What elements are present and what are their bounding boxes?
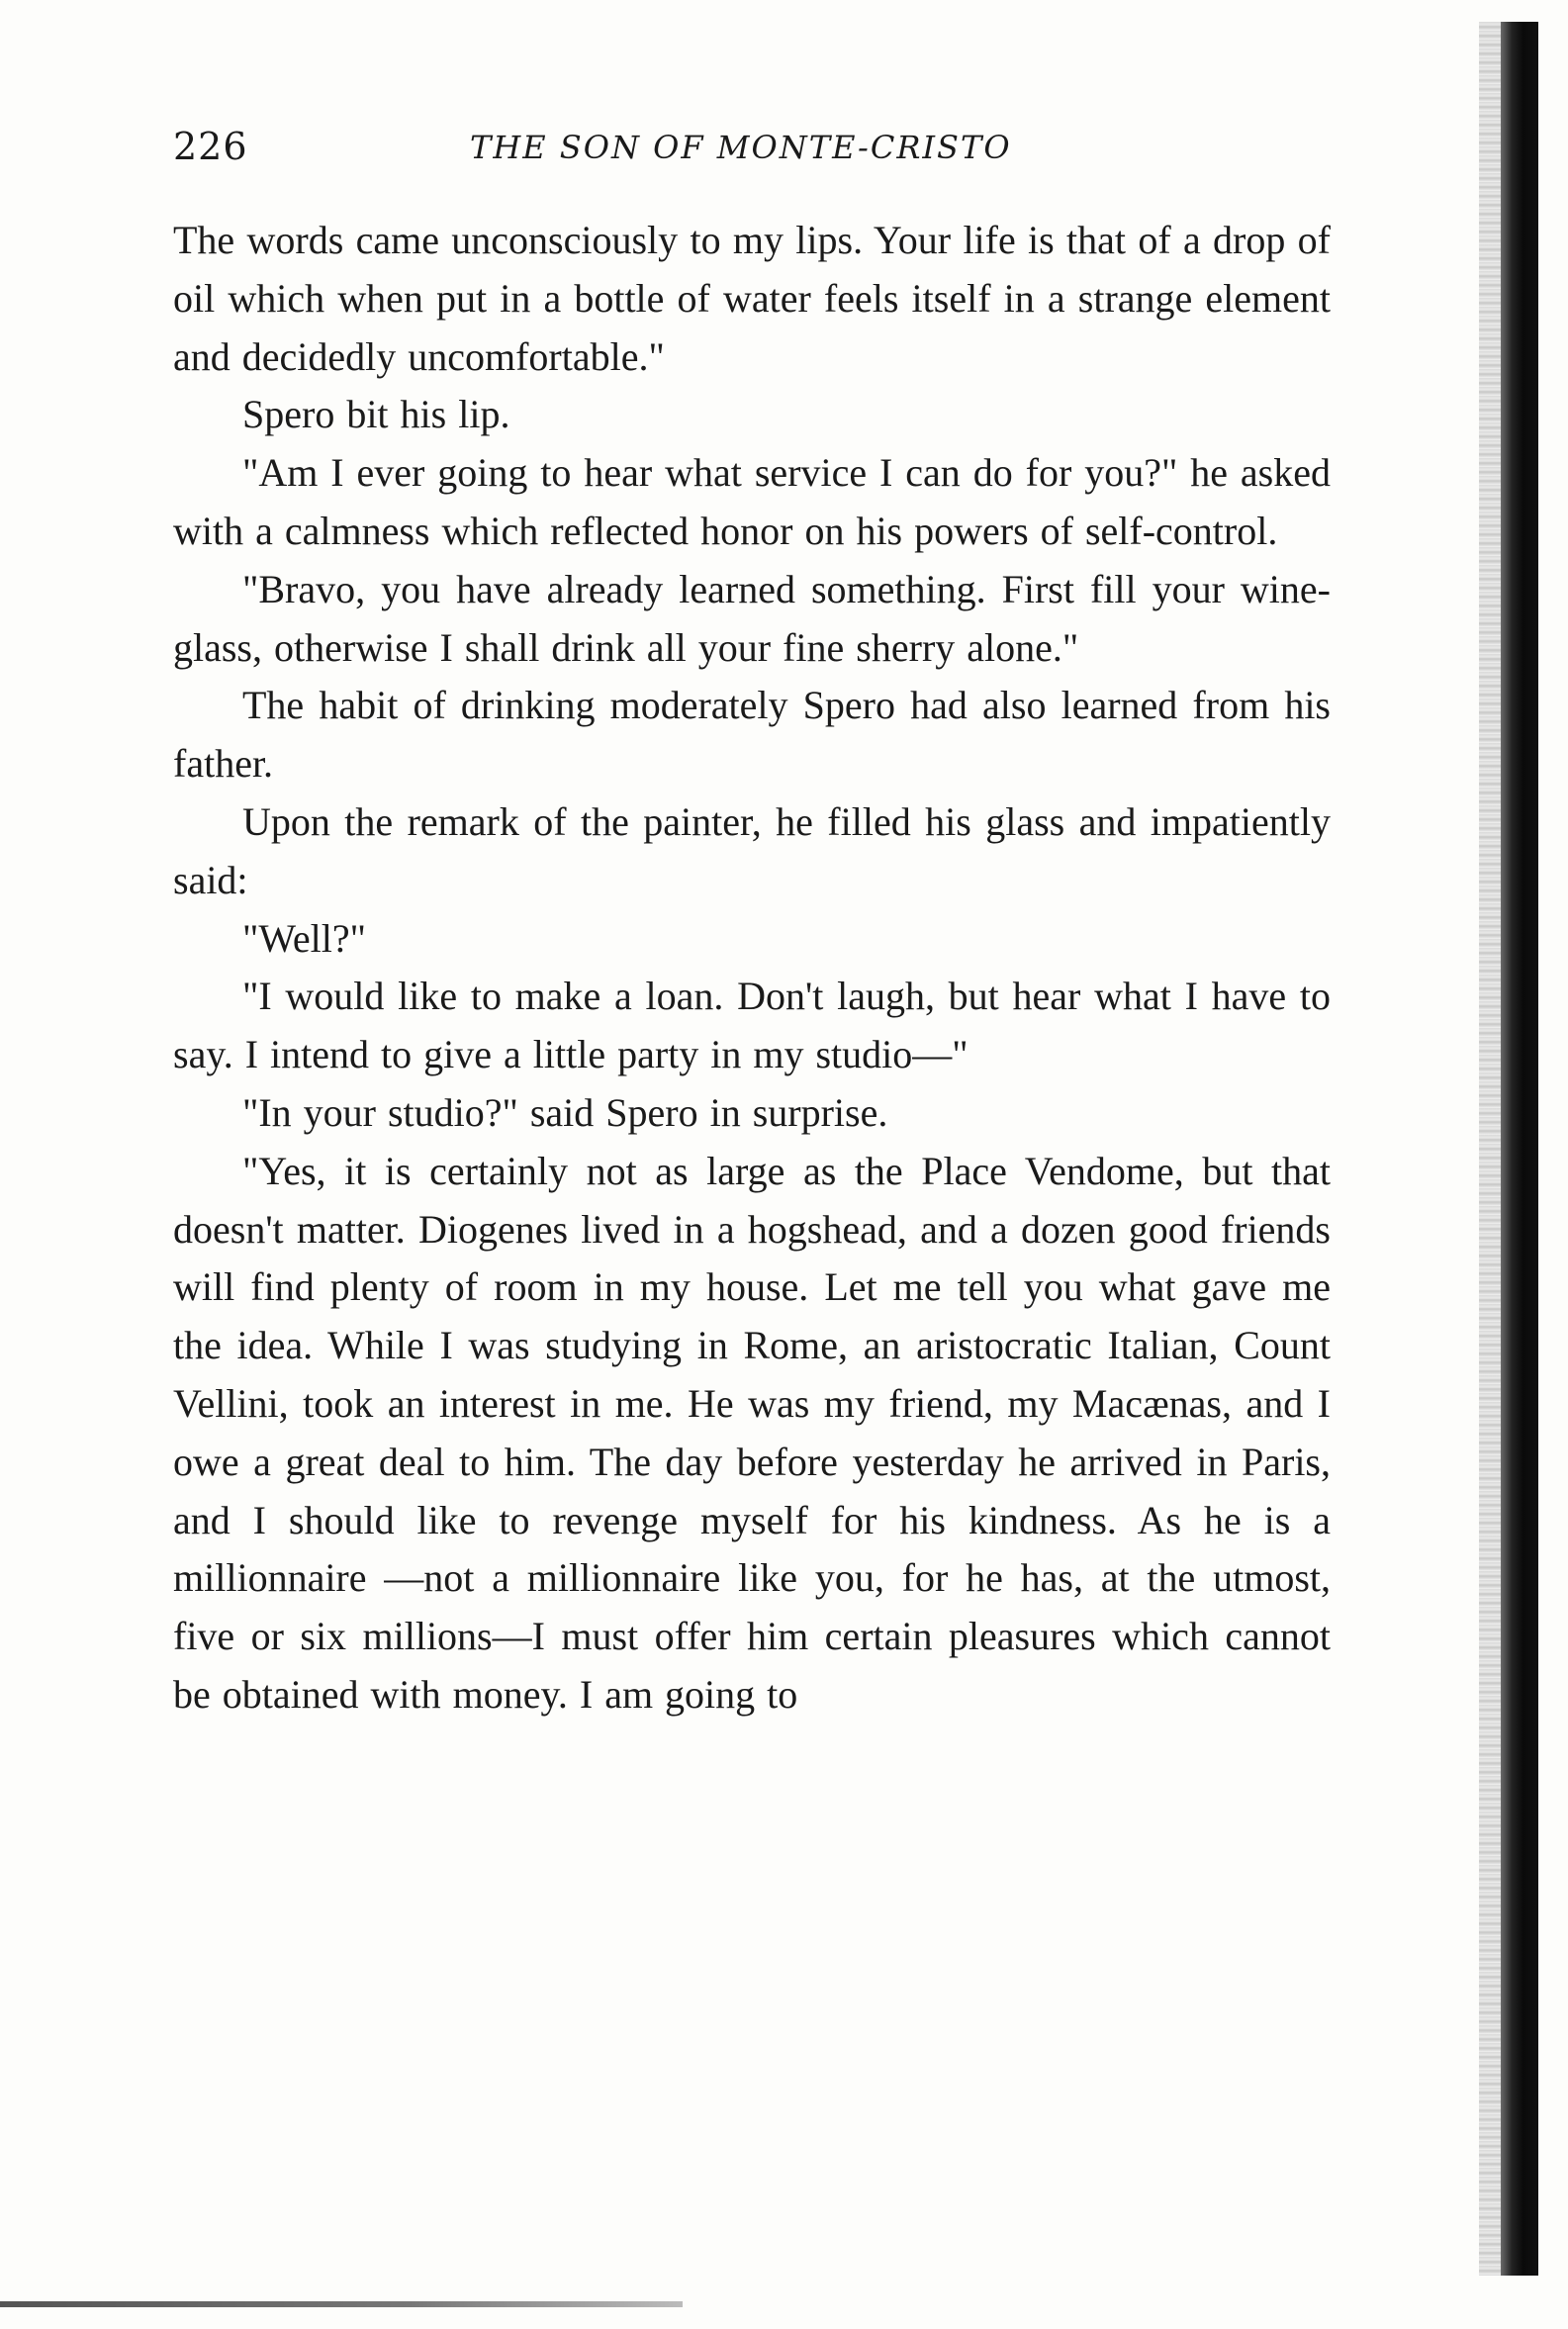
body-text — [173, 212, 1331, 1724]
paragraph: The habit of drinking moderately Spero had also learned from his father. — [173, 683, 1331, 787]
paragraph: "I would like to make a loan. Don't laugh, but hear what I have to say. I intend to give a little party in my studio—" — [173, 974, 1331, 1077]
page-header — [173, 125, 1331, 184]
paragraph: Spero bit his lip. — [242, 392, 510, 437]
paragraph: "Well?" — [242, 915, 366, 961]
binding-shadow — [1479, 22, 1501, 2276]
book-binding-edge — [1501, 22, 1538, 2276]
paragraph: Upon the remark of the painter, he filled his glass and impatiently said: — [173, 798, 1331, 902]
page-number: 226 — [173, 125, 248, 168]
paragraph: "Yes, it is certainly not as large as the Place Vendome, but that doesn't matter. Diogenes lived in a hogshead, and a dozen good friends will find plenty of room in my house. Let me tell you what gave me the idea. While I was studying in Rome, an aristocratic Italian, Count Vellini, took an interest in me. He was my friend, my Macænas, and I owe a great deal to him. The day before yesterday he arrived in Paris, and I should like to revenge myself for his kindness. As he is a millionnaire —not a millionnaire like you, for he has, at the utmost, five or six millions—I must offer him certain pleasures which cannot be obtained with money. I am going to — [173, 1148, 1331, 1717]
paragraph: The words came unconsciously to my lips. Your life is that of a drop of oil which when put in a bottle of water feels itself in a strange element and decidedly uncomfortable." — [173, 218, 1331, 379]
bottom-edge-rule — [0, 2301, 683, 2307]
paragraph: "Am I ever going to hear what service I can do for you?" he asked with a calmness which reflected honor on his powers of self-control. — [173, 450, 1331, 553]
running-title: THE SON OF MONTE-CRISTO — [470, 129, 1012, 166]
paragraph: "Bravo, you have already learned something. First fill your wine-glass, otherwise I shall drink all your fine sherry alone." — [173, 566, 1331, 670]
paragraph: "In your studio?" said Spero in surprise. — [242, 1089, 888, 1135]
